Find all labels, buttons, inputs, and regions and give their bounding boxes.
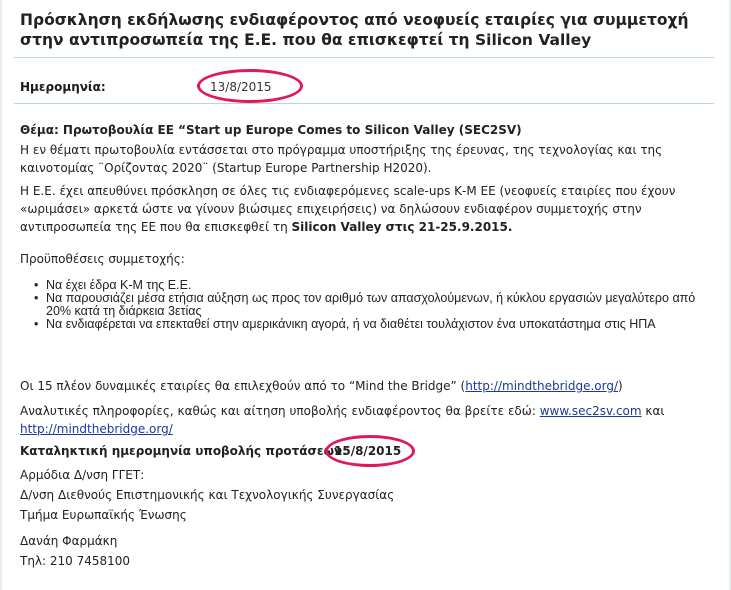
subject-line	[20, 121, 710, 139]
deadline-value: 15/8/2015	[334, 444, 402, 458]
contact-phone: Τηλ: 210 7458100	[20, 554, 131, 568]
contact-line-1: Αρμόδια Δ/νση ΓΓΕΤ:	[20, 468, 145, 482]
mindthebridge-link-2[interactable]: http://mindthebridge.org/	[20, 422, 173, 436]
date-divider	[14, 103, 714, 104]
deadline-label: Καταληκτική ημερομηνία υποβολής προτάσεων:	[20, 444, 347, 458]
list-item: • Να έχει έδρα Κ-Μ της Ε.Ε.	[34, 279, 714, 292]
selection-paragraph	[20, 377, 710, 395]
contact-line-2: Δ/νση Διεθνούς Επιστημονικής και Τεχνολογικής Συνεργασίας	[20, 488, 395, 502]
sec2sv-link[interactable]: www.sec2sv.com	[539, 404, 642, 418]
invitation-paragraph	[20, 182, 710, 236]
date-value: 13/8/2015	[210, 80, 272, 94]
mindthebridge-link[interactable]: http://mindthebridge.org/	[465, 379, 618, 393]
subject-text: Θέμα: Πρωτοβουλία ΕΕ “Start up Europe Comes to Silicon Valley (SEC2SV)	[20, 123, 522, 137]
title-divider	[14, 57, 714, 58]
info-mid: και	[641, 404, 665, 418]
intro-text: Η εν θέματι πρωτοβουλία εντάσσεται στο πρόγραμμα υποστήριξης της έρευνας, της τεχνολογίας και της καινοτομίας ¨Ορίζοντας 2020¨ (Startup Europe Partnership H2020).	[20, 143, 663, 175]
prerequisites-heading	[20, 250, 710, 268]
contact-person-block	[20, 532, 710, 570]
date-label: Ημερομηνία:	[20, 80, 106, 94]
info-text: Αναλυτικές πληροφορίες, καθώς και αίτηση υποβολής ενδιαφέροντος θα βρείτε εδώ:	[20, 404, 540, 418]
contact-block	[20, 466, 710, 524]
intro-paragraph	[20, 141, 710, 177]
selection-close: )	[618, 379, 623, 393]
list-item: • Να παρουσιάζει μέσα ετήσια αύξηση ως προς τον αριθμό των απασχολούμενων, ή κύκλου εργασιών μεγαλύτερο από 20% κατά τη διάρκεια 3ετίας	[34, 292, 714, 318]
selection-text: Οι 15 πλέον δυναμικές εταιρίες θα επιλεχθούν από το “Mind the Bridge” (	[20, 379, 466, 393]
contact-name: Δανάη Φαρμάκη	[20, 534, 118, 548]
prerequisites-heading-text: Προϋποθέσεις συμμετοχής:	[20, 252, 185, 266]
info-paragraph	[20, 402, 710, 438]
list-item: • Να ενδιαφέρεται να επεκταθεί στην αμερικάνικη αγορά, ή να διαθέτει τουλάχιστον ένα υποκατάστημα στις ΗΠΑ	[34, 318, 714, 331]
invitation-bold: Silicon Valley στις 21-25.9.2015.	[291, 220, 513, 234]
date-highlight-circle	[197, 69, 303, 103]
contact-line-3: Τμήμα Ευρωπαϊκής Ένωσης	[20, 508, 187, 522]
deadline-highlight-circle	[325, 435, 415, 467]
page-title: Πρόσκληση εκδήλωσης ενδιαφέροντος από νεοφυείς εταιρίες για συμμετοχή στην αντιπροσωπεία της Ε.Ε. που θα επισκεφτεί τη Silicon Valley	[20, 11, 689, 49]
prerequisites-list	[34, 279, 714, 331]
invitation-text: Η Ε.Ε. έχει απευθύνει πρόσκληση σε όλες τις ενδιαφερόμενες scale-ups Κ-Μ ΕΕ (νεοφυείς εταιρίες που έχουν «ωριμάσει» αρκετά ώστε να γίνουν βιώσιμες επιχειρήσεις) να δηλώσουν ενδιαφέρον συμμετοχής στην αντιπροσωπεία της ΕΕ που θα επισκεφθεί τη	[20, 184, 676, 234]
